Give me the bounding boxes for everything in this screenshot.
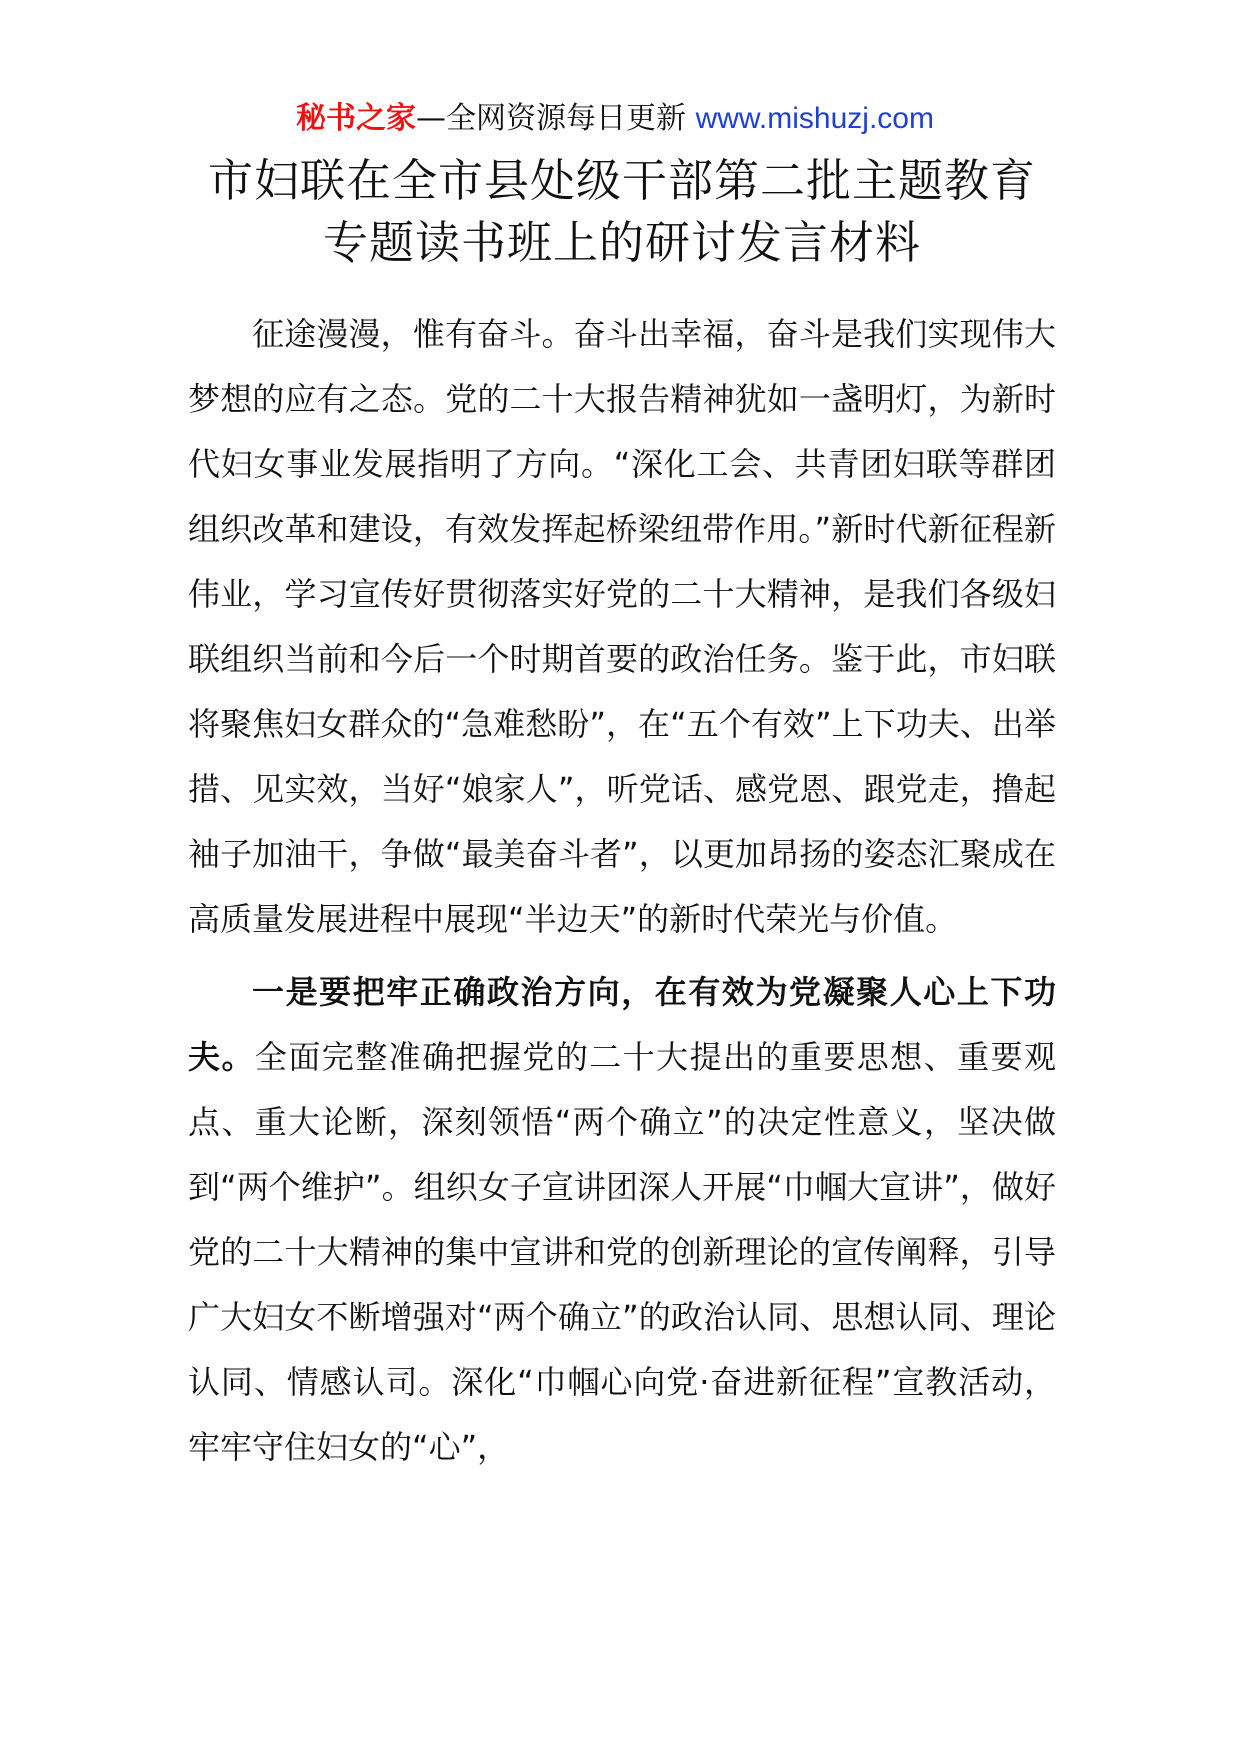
paragraph-2-heading: 一是要把牢正确政治方向，在有效为党凝聚人心上下功夫。 xyxy=(188,973,1056,1076)
title-line-1: 市妇联在全市县处级干部第二批主题教育 xyxy=(207,154,1036,207)
brand-name: 秘书之家 xyxy=(296,101,417,136)
title-line-2: 专题读书班上的研讨发言材料 xyxy=(322,216,921,269)
document-title xyxy=(188,150,1056,274)
paragraph-2-body: 全面完整准确把握党的二十大提出的重要思想、重要观点、重大论断，深刻领悟“两个确立”的决定性意义，坚决做到“两个维护”。组织女子宣讲团深人开展“巾帼大宣讲”，做好党的二十大精神的集中宣讲和党的创新理论的宣传阐释，引导广大妇女不断增强对“两个确立”的政治认同、思想认同、理论认同、情感认司。深化“巾帼心向党·奋进新征程”宣教活动，牢牢守住妇女的“心”， xyxy=(188,1038,1056,1466)
site-url-link[interactable]: www.mishuzj.com xyxy=(695,102,934,135)
site-header xyxy=(174,96,1056,142)
body-paragraph-1: 征途漫漫，惟有奋斗。奋斗出幸福，奋斗是我们实现伟大梦想的应有之态。党的二十大报告精神犹如一盏明灯，为新时代妇女事业发展指明了方向。“深化工会、共青团妇联等群团组织改革和建设，有效发挥起桥梁纽带作用。”新时代新征程新伟业，学习宣传好贯彻落实好党的二十大精神，是我们各级妇联组织当前和今后一个时期首要的政治任务。鉴于此，市妇联将聚焦妇女群众的“急难愁盼”，在“五个有效”上下功夫、出举措、见实效，当好“娘家人”，听党话、感党恩、跟党走，撸起袖子加油干，争做“最美奋斗者”，以更加昂扬的姿态汇聚成在高质量发展进程中展现“半边天”的新时代荣光与价值。 xyxy=(188,315,1056,938)
document-page xyxy=(188,96,1056,1480)
header-tagline: —全网资源每日更新 xyxy=(416,101,687,136)
body-paragraph-2 xyxy=(188,960,1056,1480)
